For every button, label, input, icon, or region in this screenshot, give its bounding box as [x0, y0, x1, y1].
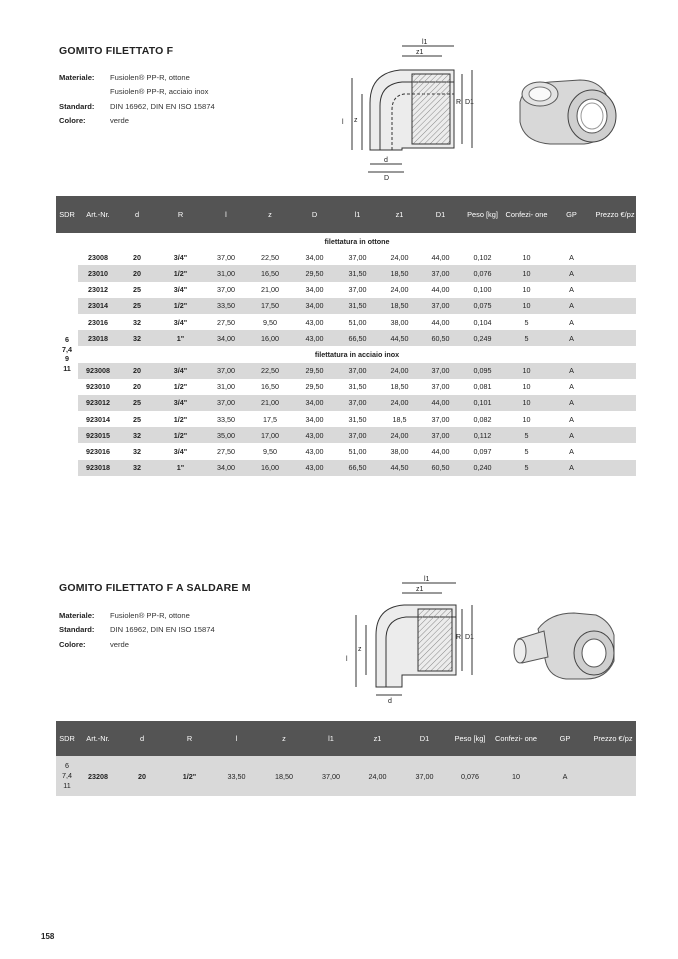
table-cell: 10 [504, 395, 549, 411]
group-label: filettatura in acciaio inox [78, 346, 636, 362]
table-cell: 37,00 [336, 282, 379, 298]
table-cell: 37,00 [420, 379, 461, 395]
property-row [59, 100, 215, 114]
table-cell: 1/2" [156, 427, 205, 443]
table-cell: 1/2" [166, 756, 213, 796]
table-cell: 44,00 [420, 395, 461, 411]
dim2-d: d [388, 698, 392, 705]
table-cell: 20 [118, 265, 156, 281]
table-cell: 29,50 [293, 265, 336, 281]
table-cell: 18,50 [260, 756, 308, 796]
table-cell: 9,50 [247, 443, 293, 459]
table-cell: 60,50 [420, 330, 461, 346]
table-row [56, 298, 636, 314]
table-row [56, 265, 636, 281]
table-cell: A [540, 756, 590, 796]
property-label: Colore: [59, 639, 86, 649]
property-label: Standard: [59, 625, 95, 635]
table-cell: 9,50 [247, 314, 293, 330]
table-row [56, 460, 636, 476]
table-cell: 44,00 [420, 314, 461, 330]
dim2-z1: z1 [416, 586, 424, 593]
table-cell [594, 282, 636, 298]
property-row [59, 114, 215, 128]
table-cell: 33,50 [205, 298, 247, 314]
section1-product-photo [510, 72, 630, 152]
table-cell: 23008 [78, 249, 118, 265]
table-cell: 923010 [78, 379, 118, 395]
table-cell: 24,00 [379, 249, 420, 265]
table-cell: 10 [492, 756, 540, 796]
dim2-l1: l1 [424, 576, 430, 583]
table-cell: 32 [118, 314, 156, 330]
table-cell: 37,00 [336, 395, 379, 411]
table-cell: 923008 [78, 363, 118, 379]
dim-l1: l1 [422, 39, 428, 46]
table-cell: 32 [118, 460, 156, 476]
sdr-value: 7,4 [62, 344, 72, 354]
column-header: Peso [kg] [461, 196, 504, 233]
table-cell: 31,00 [205, 379, 247, 395]
table-cell: 923016 [78, 443, 118, 459]
table-cell: A [549, 314, 594, 330]
table-cell: 23012 [78, 282, 118, 298]
table-cell: 0,249 [461, 330, 504, 346]
property-value: Fusiolen® PP-R, ottone [110, 611, 190, 620]
property-label: Colore: [59, 115, 86, 125]
table-cell: 3/4" [156, 314, 205, 330]
table-row [56, 443, 636, 459]
table-cell: 43,00 [293, 314, 336, 330]
column-header: z [247, 196, 293, 233]
table-cell: 1" [156, 460, 205, 476]
column-header: D [293, 196, 336, 233]
table-cell: 5 [504, 427, 549, 443]
table-cell: 25 [118, 298, 156, 314]
table-cell: 34,00 [293, 249, 336, 265]
table-cell: 10 [504, 265, 549, 281]
table-cell: 33,50 [205, 411, 247, 427]
table-cell: 38,00 [379, 443, 420, 459]
table-cell [594, 298, 636, 314]
table-cell: 17,00 [247, 427, 293, 443]
column-header: D1 [420, 196, 461, 233]
table-cell: 0,095 [461, 363, 504, 379]
table-cell: 923014 [78, 411, 118, 427]
table-cell [594, 249, 636, 265]
property-row [59, 71, 215, 85]
section2-properties [59, 609, 215, 652]
table-cell: 10 [504, 379, 549, 395]
column-header: z1 [354, 721, 401, 756]
property-value: verde [110, 639, 129, 649]
table-cell: 21,00 [247, 395, 293, 411]
table-cell [594, 427, 636, 443]
table-cell: 29,50 [293, 379, 336, 395]
table-cell [594, 395, 636, 411]
dim-z: z [354, 117, 358, 124]
table-row [56, 411, 636, 427]
table-row [56, 379, 636, 395]
table-row [56, 282, 636, 298]
table-cell [594, 443, 636, 459]
property-row [59, 623, 215, 637]
column-header: Peso [kg] [448, 721, 492, 756]
table-cell: 43,00 [293, 330, 336, 346]
table-cell: 24,00 [379, 363, 420, 379]
table-cell: 31,50 [336, 298, 379, 314]
table-cell: 24,00 [379, 282, 420, 298]
property-row [59, 609, 215, 623]
table-cell: 21,00 [247, 282, 293, 298]
table-cell: 20 [118, 756, 166, 796]
column-header: SDR [56, 721, 78, 756]
table-row [56, 427, 636, 443]
table-cell: 18,50 [379, 265, 420, 281]
column-header: Art.-Nr. [78, 721, 118, 756]
table-cell: 37,00 [420, 363, 461, 379]
column-header: Prezzo €/pz [590, 721, 636, 756]
table-cell: 37,00 [336, 363, 379, 379]
table-cell: 0,100 [461, 282, 504, 298]
table-cell: 32 [118, 443, 156, 459]
table-cell: 43,00 [293, 427, 336, 443]
property-value: Fusiolen® PP-R, ottone [110, 73, 190, 82]
table-cell: 44,50 [379, 460, 420, 476]
table-cell: 37,00 [205, 249, 247, 265]
table-cell: 34,00 [293, 298, 336, 314]
table-cell: 34,00 [293, 395, 336, 411]
column-header: D1 [401, 721, 448, 756]
table-cell: 44,00 [420, 249, 461, 265]
column-header: z1 [379, 196, 420, 233]
group-label: filettatura in ottone [78, 233, 636, 249]
table-cell: 32 [118, 427, 156, 443]
table-cell: 16,50 [247, 265, 293, 281]
dim-l: l [342, 119, 344, 126]
table-cell: 10 [504, 282, 549, 298]
section1-properties [59, 71, 215, 128]
table-cell: 34,00 [205, 330, 247, 346]
table-cell: 37,00 [420, 265, 461, 281]
column-header: l [213, 721, 260, 756]
table-cell: 51,00 [336, 443, 379, 459]
table-cell: 0,101 [461, 395, 504, 411]
table-cell: 23208 [78, 756, 118, 796]
table-cell: 34,00 [293, 282, 336, 298]
table-cell: 31,50 [336, 411, 379, 427]
sdr-values [56, 756, 78, 796]
table-cell: 37,00 [205, 363, 247, 379]
table-cell: 37,00 [401, 756, 448, 796]
table-cell: 923012 [78, 395, 118, 411]
table-cell: 10 [504, 411, 549, 427]
table-cell: 20 [118, 379, 156, 395]
table-cell: 0,076 [461, 265, 504, 281]
table-cell: 10 [504, 363, 549, 379]
table-cell: 35,00 [205, 427, 247, 443]
table-row [56, 249, 636, 265]
table-cell: 25 [118, 395, 156, 411]
table-cell: A [549, 265, 594, 281]
sdr-value: 6 [65, 761, 69, 771]
table-cell: 1/2" [156, 411, 205, 427]
table-cell: 1/2" [156, 265, 205, 281]
column-header: d [118, 721, 166, 756]
table-cell: 37,00 [336, 427, 379, 443]
sdr-value: 9 [65, 354, 69, 364]
property-row [59, 85, 215, 99]
sdr-value: 11 [63, 364, 71, 374]
table-cell: 33,50 [213, 756, 260, 796]
table-cell: A [549, 282, 594, 298]
group-header-row [56, 346, 636, 362]
table-cell: 66,50 [336, 330, 379, 346]
table-cell: A [549, 427, 594, 443]
dim-z1: z1 [416, 49, 424, 56]
table-cell: 22,50 [247, 363, 293, 379]
table-cell: 24,00 [379, 427, 420, 443]
table-cell: 0,240 [461, 460, 504, 476]
table-cell: 23018 [78, 330, 118, 346]
table-cell: 31,50 [336, 379, 379, 395]
section2-title: GOMITO FILETTATO F A SALDARE M [59, 582, 251, 594]
table-cell: 23014 [78, 298, 118, 314]
table-cell: 60,50 [420, 460, 461, 476]
table-cell: 923018 [78, 460, 118, 476]
section2-table [56, 721, 636, 796]
table-cell: 43,00 [293, 443, 336, 459]
column-header: GP [540, 721, 590, 756]
table-cell: 3/4" [156, 395, 205, 411]
table-cell: 20 [118, 363, 156, 379]
property-label: Materiale: [59, 73, 95, 82]
table-cell: 0,082 [461, 411, 504, 427]
table-cell: 0,076 [448, 756, 492, 796]
table-cell: 1" [156, 330, 205, 346]
table-cell: 27,50 [205, 314, 247, 330]
table-cell: 34,00 [293, 411, 336, 427]
section1-table [56, 196, 636, 476]
table-cell: 44,50 [379, 330, 420, 346]
table-cell: 5 [504, 443, 549, 459]
column-header: z [260, 721, 308, 756]
table-row [56, 314, 636, 330]
table-cell: 23010 [78, 265, 118, 281]
table-cell: 22,50 [247, 249, 293, 265]
dim-R: R [456, 99, 462, 106]
column-header: GP [549, 196, 594, 233]
table-row [56, 395, 636, 411]
property-value: verde [110, 115, 129, 125]
column-header: Prezzo €/pz [594, 196, 636, 233]
table-cell: 18,50 [379, 298, 420, 314]
dim-D: D [384, 175, 390, 182]
table-cell: A [549, 298, 594, 314]
table-cell: 25 [118, 282, 156, 298]
table-cell: 923015 [78, 427, 118, 443]
table-cell: A [549, 443, 594, 459]
table-cell: 37,00 [420, 298, 461, 314]
table-cell: A [549, 363, 594, 379]
column-header: Confezi- one [504, 196, 549, 233]
table-cell: 0,097 [461, 443, 504, 459]
sdr-value: 6 [65, 334, 69, 344]
column-header: SDR [56, 196, 78, 233]
table-cell: 18,50 [379, 379, 420, 395]
table-cell [594, 314, 636, 330]
table-cell: A [549, 379, 594, 395]
table-cell: 5 [504, 314, 549, 330]
table-cell: 0,081 [461, 379, 504, 395]
table-cell: 37,00 [308, 756, 354, 796]
table-cell [594, 363, 636, 379]
section2-product-photo [510, 605, 630, 685]
table-row [56, 363, 636, 379]
table-cell: 3/4" [156, 443, 205, 459]
table-cell: 37,00 [336, 249, 379, 265]
dim2-R: R [456, 634, 462, 641]
property-label: Standard: [59, 101, 95, 111]
table-cell: 51,00 [336, 314, 379, 330]
column-header: l1 [308, 721, 354, 756]
table-cell: 37,00 [205, 282, 247, 298]
property-label: Materiale: [59, 611, 95, 620]
table-cell [594, 411, 636, 427]
table-cell: 25 [118, 411, 156, 427]
property-value: DIN 16962, DIN EN ISO 15874 [110, 101, 215, 111]
column-header: Art.-Nr. [78, 196, 118, 233]
section2-technical-drawing [334, 575, 484, 705]
sdr-values [56, 233, 78, 476]
sdr-value: 11 [63, 780, 71, 790]
table-cell [594, 460, 636, 476]
column-header: R [156, 196, 205, 233]
page-number: 158 [41, 932, 55, 941]
table-cell: 3/4" [156, 282, 205, 298]
table-cell: 44,00 [420, 443, 461, 459]
table-cell: 18,5 [379, 411, 420, 427]
table-row [56, 330, 636, 346]
table-cell: 3/4" [156, 249, 205, 265]
table-cell: 20 [118, 249, 156, 265]
table-cell: A [549, 395, 594, 411]
table-cell: A [549, 330, 594, 346]
table-cell: 29,50 [293, 363, 336, 379]
table-cell: 0,102 [461, 249, 504, 265]
property-value: Fusiolen® PP-R, acciaio inox [110, 87, 209, 97]
table-cell [594, 379, 636, 395]
table-cell: 24,00 [379, 395, 420, 411]
section1-technical-drawing [332, 38, 482, 182]
table-cell: 1/2" [156, 298, 205, 314]
column-header: l1 [336, 196, 379, 233]
table-cell [594, 330, 636, 346]
table-cell: A [549, 411, 594, 427]
table-cell: 34,00 [205, 460, 247, 476]
column-header: R [166, 721, 213, 756]
property-value: DIN 16962, DIN EN ISO 15874 [110, 625, 215, 635]
table-cell: 16,00 [247, 460, 293, 476]
table-cell: 0,112 [461, 427, 504, 443]
group-header-row [56, 233, 636, 249]
table-cell [594, 265, 636, 281]
table-cell: 43,00 [293, 460, 336, 476]
table-cell: 31,00 [205, 265, 247, 281]
table-cell: 44,00 [420, 282, 461, 298]
table-cell: 24,00 [354, 756, 401, 796]
table-cell [590, 756, 636, 796]
table-cell: A [549, 460, 594, 476]
dim2-l: l [346, 656, 348, 663]
dim2-z: z [358, 646, 362, 653]
table-cell: 16,50 [247, 379, 293, 395]
column-header: d [118, 196, 156, 233]
table-row [56, 756, 636, 796]
section1-title: GOMITO FILETTATO F [59, 45, 174, 57]
table-cell: 37,00 [420, 411, 461, 427]
property-row [59, 638, 215, 652]
table-cell: 1/2" [156, 379, 205, 395]
column-header: l [205, 196, 247, 233]
table-cell: 66,50 [336, 460, 379, 476]
table-cell: 27,50 [205, 443, 247, 459]
table-cell: A [549, 249, 594, 265]
table-cell: 17,5 [247, 411, 293, 427]
sdr-value: 7,4 [62, 771, 72, 781]
table-cell: 3/4" [156, 363, 205, 379]
table-cell: 23016 [78, 314, 118, 330]
property-label [59, 85, 110, 99]
dim-D1: D1 [465, 99, 474, 106]
table-cell: 37,00 [420, 427, 461, 443]
table-cell: 38,00 [379, 314, 420, 330]
dim2-D1: D1 [465, 634, 474, 641]
table-cell: 17,50 [247, 298, 293, 314]
table-cell: 31,50 [336, 265, 379, 281]
dim-d: d [384, 157, 388, 164]
table-cell: 32 [118, 330, 156, 346]
table-cell: 10 [504, 249, 549, 265]
table-cell: 5 [504, 330, 549, 346]
table-cell: 10 [504, 298, 549, 314]
column-header: Confezi- one [492, 721, 540, 756]
table-cell: 0,075 [461, 298, 504, 314]
table-cell: 0,104 [461, 314, 504, 330]
table-cell: 16,00 [247, 330, 293, 346]
table-cell: 5 [504, 460, 549, 476]
table-cell: 37,00 [205, 395, 247, 411]
